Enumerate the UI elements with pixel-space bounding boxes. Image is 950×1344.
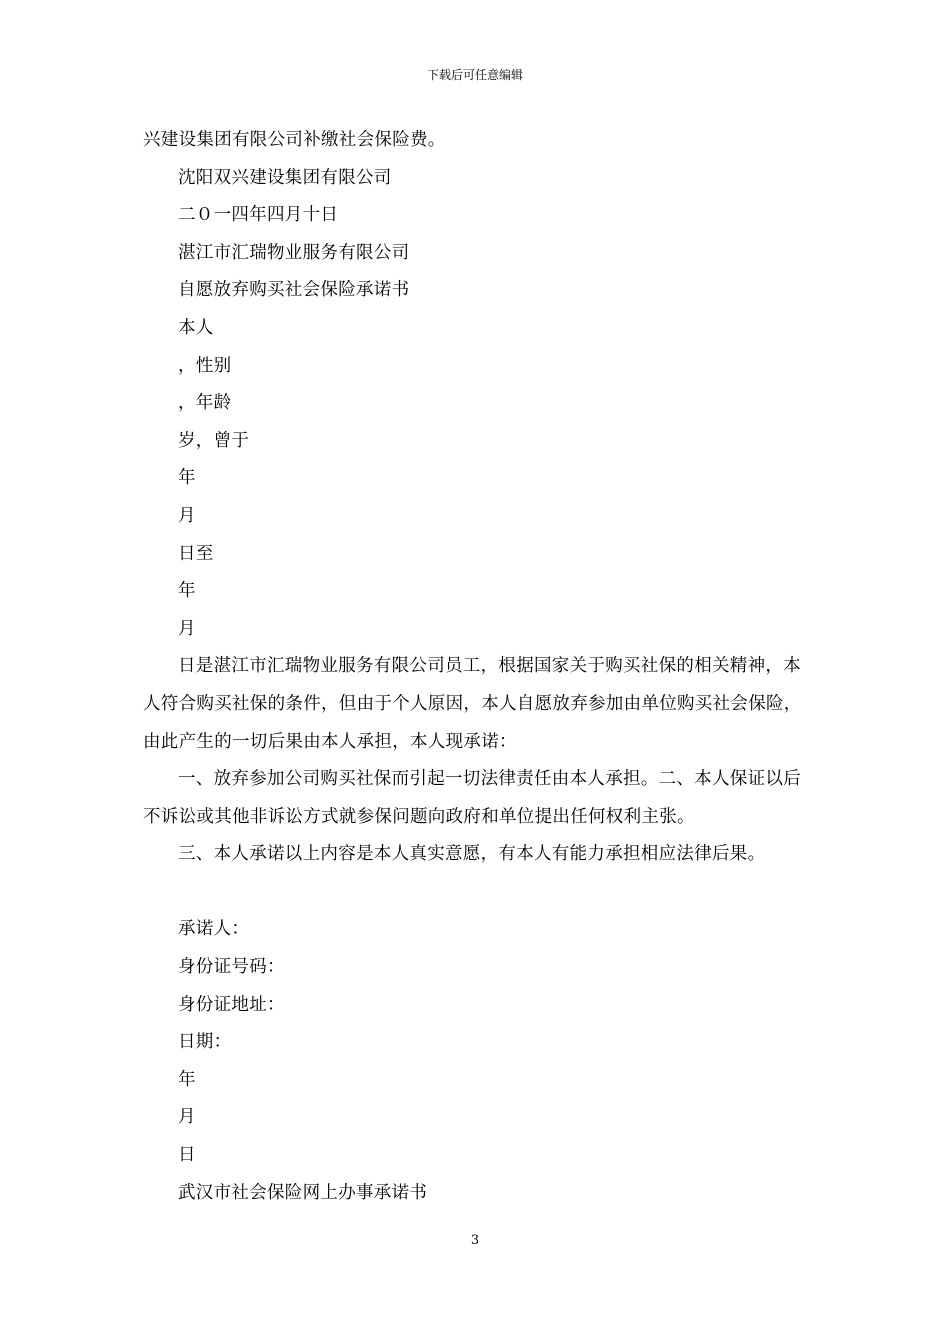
form-line-age: ，年龄	[178, 393, 232, 414]
form-line-gender: ，性别	[178, 355, 232, 376]
form-line-since: 岁，曾于	[178, 430, 250, 451]
signature-date: 二０一四年四月十日	[178, 205, 339, 226]
company-name: 湛江市汇瑞物业服务有限公司	[178, 242, 410, 263]
signer-label: 承诺人：	[178, 919, 250, 940]
company-signature: 沈阳双兴建设集团有限公司	[178, 167, 392, 188]
form-line-name: 本人	[178, 317, 214, 338]
page-header-note: 下载后可任意编辑	[426, 68, 523, 82]
form-line-month-end: 月	[178, 618, 196, 639]
page-number: 3	[470, 1233, 480, 1248]
document-body	[143, 122, 808, 1212]
date-month: 月	[178, 1107, 196, 1128]
form-line-year: 年	[178, 468, 196, 489]
form-line-year-end: 年	[178, 581, 196, 602]
paragraph-commitment-1-2: 一、放弃参加公司购买社保而引起一切法律责任由本人承担。二、本人保证以后不诉讼或其他非诉讼方式就参保问题向政府和单位提出任何权利主张。	[143, 769, 801, 827]
next-document-title: 武汉市社会保险网上办事承诺书	[178, 1182, 428, 1203]
document-title: 自愿放弃购买社会保险承诺书	[178, 280, 410, 301]
date-label: 日期：	[178, 1032, 232, 1053]
form-line-month: 月	[178, 505, 196, 526]
id-number-label: 身份证号码：	[178, 957, 285, 978]
blank-line	[143, 874, 808, 912]
form-line-day-to: 日至	[178, 543, 214, 564]
date-year: 年	[178, 1069, 196, 1090]
continued-line: 兴建设集团有限公司补缴社会保险费。	[143, 130, 446, 150]
paragraph-commitment-3: 三、本人承诺以上内容是本人真实意愿，有本人有能力承担相应法律后果。	[178, 844, 766, 865]
paragraph-declaration: 日是湛江市汇瑞物业服务有限公司员工，根据国家关于购买社保的相关精神，本人符合购买社保的条件，但由于个人原因，本人自愿放弃参加由单位购买社会保险，由此产生的一切后果由本人承担，本人现承诺：	[143, 656, 802, 752]
id-address-label: 身份证地址：	[178, 994, 285, 1015]
date-day: 日	[178, 1145, 196, 1166]
